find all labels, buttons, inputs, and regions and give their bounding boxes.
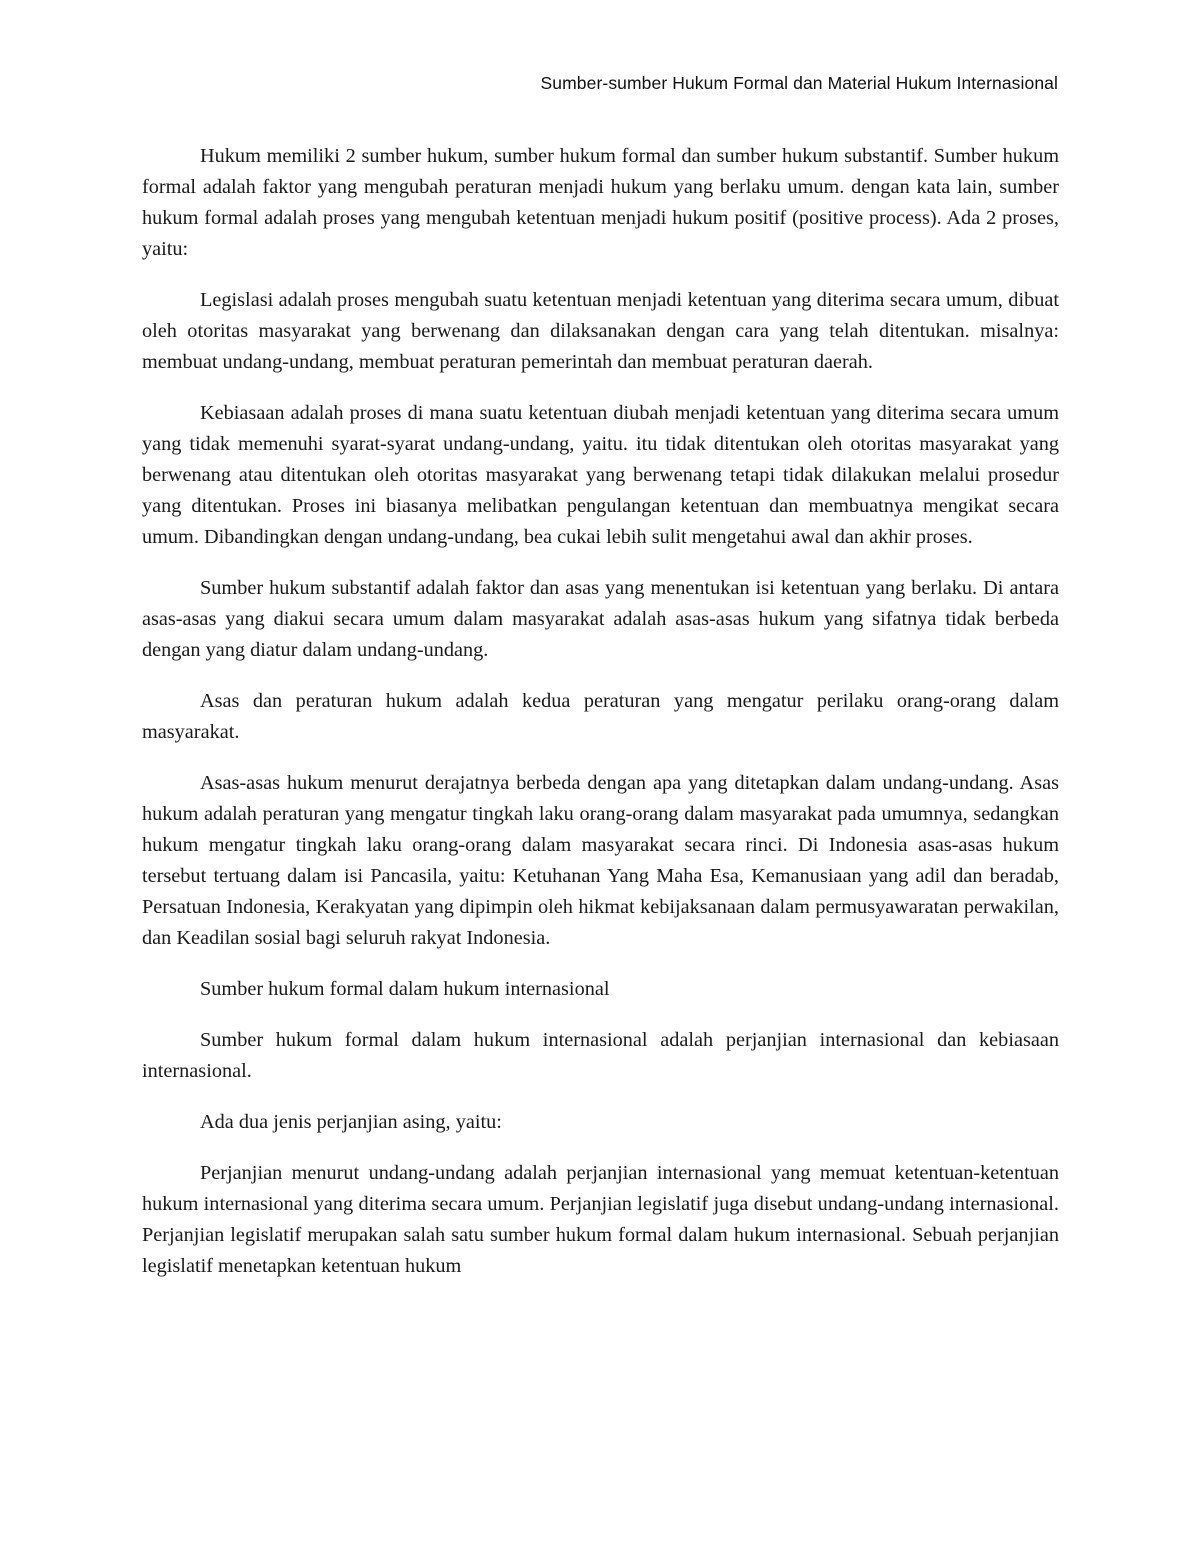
paragraph-sumber-hukum-intro: Hukum memiliki 2 sumber hukum, sumber hukum formal dan sumber hukum substantif. Sumber hukum formal adalah faktor yang mengubah peraturan menjadi hukum yang berlaku umum. dengan kata lain, sumber hukum formal adalah proses yang mengubah ketentuan menjadi hukum positif (positive process). Ada 2 proses, yaitu: [142, 145, 1059, 260]
running-header: Sumber-sumber Hukum Formal dan Material Hukum Internasional [540, 73, 1058, 93]
paragraph-legislasi: Legislasi adalah proses mengubah suatu ketentuan menjadi ketentuan yang diterima secara umum, dibuat oleh otoritas masyarakat yang berwenang dan dilaksanakan dengan cara yang telah ditentukan. misalnya: membuat undang-undang, membuat peraturan pemerintah dan membuat peraturan daerah. [142, 289, 1059, 373]
paragraph-sumber-formal-internasional: Sumber hukum formal dalam hukum internasional adalah perjanjian internasional dan kebiasaan internasional. [142, 1029, 1059, 1082]
paragraph-perjanjian-legislatif: Perjanjian menurut undang-undang adalah perjanjian internasional yang memuat ketentuan-ketentuan hukum internasional yang diterima secara umum. Perjanjian legislatif juga disebut undang-undang internasional. Perjanjian legislatif merupakan salah satu sumber hukum formal dalam hukum internasional. Sebuah perjanjian legislatif menetapkan ketentuan hukum [142, 1162, 1059, 1277]
paragraph-kebiasaan: Kebiasaan adalah proses di mana suatu ketentuan diubah menjadi ketentuan yang diterima secara umum yang tidak memenuhi syarat-syarat undang-undang, yaitu. itu tidak ditentukan oleh otoritas masyarakat yang berwenang atau ditentukan oleh otoritas masyarakat yang berwenang tetapi tidak dilakukan melalui prosedur yang ditentukan. Proses ini biasanya melibatkan pengulangan ketentuan dan membuatnya mengikat secara umum. Dibandingkan dengan undang-undang, bea cukai lebih sulit mengetahui awal dan akhir proses. [142, 402, 1059, 548]
paragraph-asas-asas-hukum: Asas-asas hukum menurut derajatnya berbeda dengan apa yang ditetapkan dalam undang-undang. Asas hukum adalah peraturan yang mengatur tingkah laku orang-orang dalam masyarakat pada umumnya, sedangkan hukum mengatur tingkah laku orang-orang dalam masyarakat secara rinci. Di Indonesia asas-asas hukum tersebut tertuang dalam isi Pancasila, yaitu: Ketuhanan Yang Maha Esa, Kemanusiaan yang adil dan beradab, Persatuan Indonesia, Kerakyatan yang dipimpin oleh hikmat kebijaksanaan dalam permusyawaratan perwakilan, dan Keadilan sosial bagi seluruh rakyat Indonesia. [142, 772, 1059, 949]
paragraph-jenis-perjanjian: Ada dua jenis perjanjian asing, yaitu: [200, 1111, 502, 1133]
document-body [142, 141, 1059, 1282]
section-heading-hukum-internasional: Sumber hukum formal dalam hukum internasional [200, 978, 610, 1000]
paragraph-sumber-hukum-substantif: Sumber hukum substantif adalah faktor dan asas yang menentukan isi ketentuan yang berlaku. Di antara asas-asas yang diakui secara umum dalam masyarakat adalah asas-asas hukum yang sifatnya tidak berbeda dengan yang diatur dalam undang-undang. [142, 577, 1059, 661]
paragraph-asas-dan-peraturan: Asas dan peraturan hukum adalah kedua peraturan yang mengatur perilaku orang-orang dalam masyarakat. [142, 690, 1059, 743]
